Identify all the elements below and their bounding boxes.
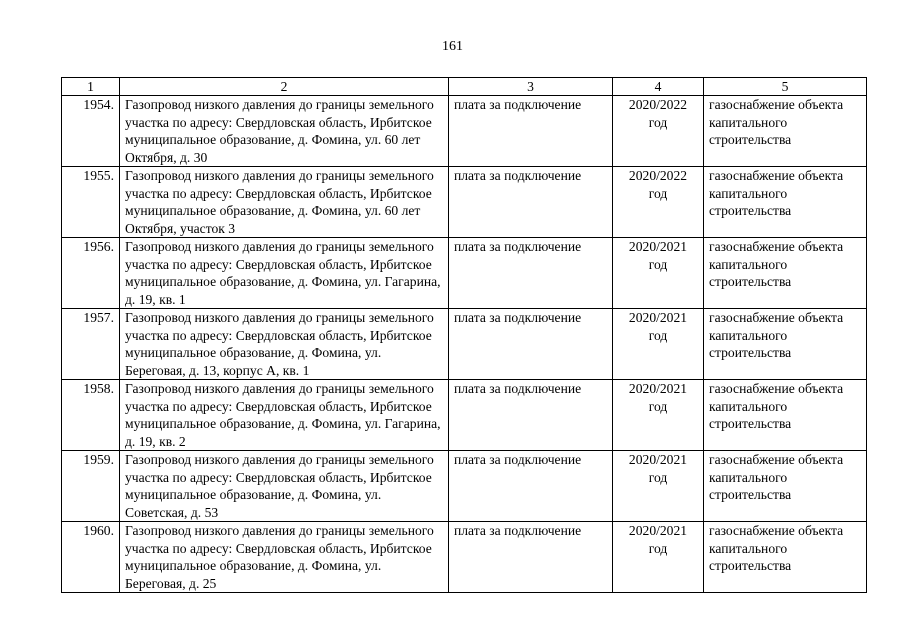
period: 2020/2022 год [613,167,704,238]
period: 2020/2022 год [613,96,704,167]
object-description: Газопровод низкого давления до границы земельного участка по адресу: Свердловская область, Ирбитское муниципальное образование, д. Фомина, ул. Береговая, д. 13, корпус А, кв. 1 [120,309,449,380]
funding-source: плата за подключение [449,309,613,380]
funding-source: плата за подключение [449,451,613,522]
table-row [62,96,867,167]
table-header-row [62,78,867,96]
period: 2020/2021 год [613,451,704,522]
funding-source: плата за подключение [449,96,613,167]
registry-table [61,77,867,593]
purpose: газоснабжение объекта капитального строительства [704,451,867,522]
object-description: Газопровод низкого давления до границы земельного участка по адресу: Свердловская область, Ирбитское муниципальное образование, д. Фомина, ул. 60 лет Октября, д. 30 [120,96,449,167]
period: 2020/2021 год [613,309,704,380]
row-number: 1960. [62,522,120,593]
row-number: 1955. [62,167,120,238]
purpose: газоснабжение объекта капитального строительства [704,309,867,380]
funding-source: плата за подключение [449,380,613,451]
table-row [62,522,867,593]
table-row [62,167,867,238]
row-number: 1954. [62,96,120,167]
purpose: газоснабжение объекта капитального строительства [704,167,867,238]
row-number: 1959. [62,451,120,522]
column-header: 4 [613,78,704,96]
column-header: 1 [62,78,120,96]
purpose: газоснабжение объекта капитального строительства [704,522,867,593]
column-header: 3 [449,78,613,96]
purpose: газоснабжение объекта капитального строительства [704,238,867,309]
page-number: 161 [442,39,463,54]
object-description: Газопровод низкого давления до границы земельного участка по адресу: Свердловская область, Ирбитское муниципальное образование, д. Фомина, ул. Береговая, д. 25 [120,522,449,593]
column-header: 5 [704,78,867,96]
funding-source: плата за подключение [449,167,613,238]
table-row [62,309,867,380]
table-row [62,451,867,522]
object-description: Газопровод низкого давления до границы земельного участка по адресу: Свердловская область, Ирбитское муниципальное образование, д. Фомина, ул. 60 лет Октября, участок 3 [120,167,449,238]
table-row [62,238,867,309]
column-header: 2 [120,78,449,96]
object-description: Газопровод низкого давления до границы земельного участка по адресу: Свердловская область, Ирбитское муниципальное образование, д. Фомина, ул. Советская, д. 53 [120,451,449,522]
period: 2020/2021 год [613,522,704,593]
row-number: 1956. [62,238,120,309]
row-number: 1958. [62,380,120,451]
funding-source: плата за подключение [449,238,613,309]
purpose: газоснабжение объекта капитального строительства [704,96,867,167]
purpose: газоснабжение объекта капитального строительства [704,380,867,451]
object-description: Газопровод низкого давления до границы земельного участка по адресу: Свердловская область, Ирбитское муниципальное образование, д. Фомина, ул. Гагарина, д. 19, кв. 1 [120,238,449,309]
row-number: 1957. [62,309,120,380]
object-description: Газопровод низкого давления до границы земельного участка по адресу: Свердловская область, Ирбитское муниципальное образование, д. Фомина, ул. Гагарина, д. 19, кв. 2 [120,380,449,451]
period: 2020/2021 год [613,238,704,309]
funding-source: плата за подключение [449,522,613,593]
table-row [62,380,867,451]
period: 2020/2021 год [613,380,704,451]
